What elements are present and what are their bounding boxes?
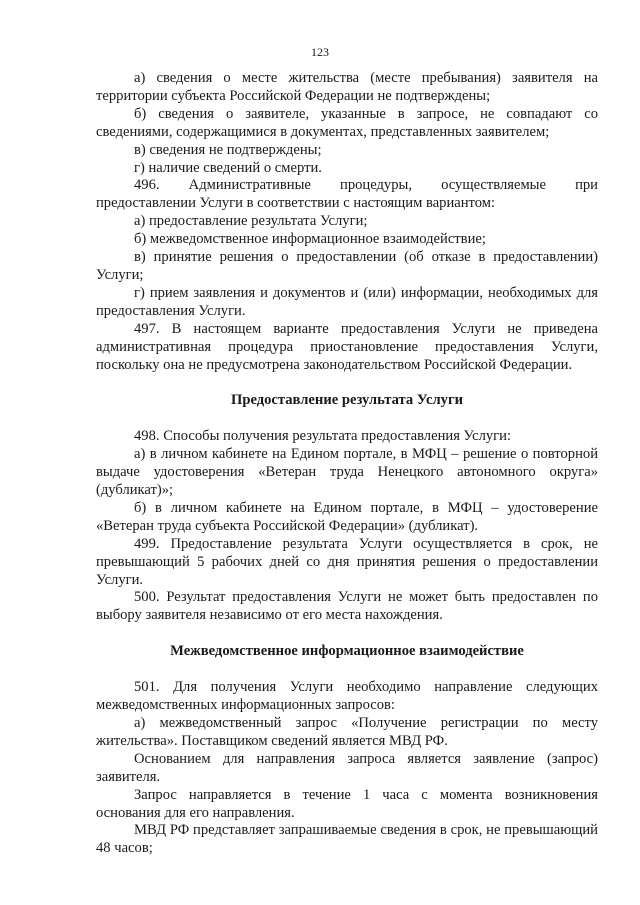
paragraph: а) предоставление результата Услуги; bbox=[134, 213, 368, 230]
document-body bbox=[96, 70, 598, 858]
paragraph: б) межведомственное информационное взаимодействие; bbox=[134, 231, 486, 248]
paragraph: г) прием заявления и документов и (или) информации, необходимых для предоставления Услуги. bbox=[96, 284, 598, 319]
paragraph: 498. Способы получения результата предоставления Услуги: bbox=[134, 428, 512, 445]
paragraph: Основанием для направления запроса является заявление (запрос) заявителя. bbox=[96, 750, 598, 785]
paragraph: 497. В настоящем варианте предоставления Услуги не приведена административная процедура приостановление предоставления Услуги, поскольку она не предусмотрена законодательством Российской Федерации. bbox=[96, 320, 598, 373]
paragraph: 500. Результат предоставления Услуги не может быть предоставлен по выбору заявителя независимо от его места нахождения. bbox=[96, 589, 598, 624]
paragraph: б) в личном кабинете на Едином портале, в МФЦ – удостоверение «Ветеран труда субъекта Российской Федерации» (дубликат). bbox=[96, 499, 598, 534]
paragraph: а) в личном кабинете на Едином портале, в МФЦ – решение о повторной выдаче удостоверения «Ветеран труда Ненецкого автономного округа» (дубликат)»; bbox=[96, 446, 598, 499]
paragraph: в) принятие решения о предоставлении (об отказе в предоставлении) Услуги; bbox=[96, 249, 598, 283]
paragraph: 499. Предоставление результата Услуги осуществляется в срок, не превышающий 5 рабочих дней со дня принятия решения о предоставлении Услуги. bbox=[96, 535, 598, 588]
page-number: 123 bbox=[311, 45, 329, 59]
paragraph: а) межведомственный запрос «Получение регистрации по месту жительства». Поставщиком сведений является МВД РФ. bbox=[96, 715, 598, 749]
paragraph: Запрос направляется в течение 1 часа с момента возникновения основания для его направления. bbox=[96, 786, 598, 821]
paragraph: 496. Административные процедуры, осуществляемые при предоставлении Услуги в соответствии с настоящим вариантом: bbox=[96, 177, 598, 212]
paragraph: г) наличие сведений о смерти. bbox=[134, 159, 322, 176]
paragraph: 501. Для получения Услуги необходимо направление следующих межведомственных информационных запросов: bbox=[96, 679, 598, 714]
paragraph: МВД РФ представляет запрашиваемые сведения в срок, не превышающий 48 часов; bbox=[96, 822, 598, 857]
section-heading-result: Предоставление результата Услуги bbox=[231, 392, 463, 409]
paragraph: б) сведения о заявителе, указанные в запросе, не совпадают со сведениями, содержащимися в документах, представленных заявителем; bbox=[96, 105, 598, 140]
section-heading-interagency: Межведомственное информационное взаимодействие bbox=[170, 643, 524, 660]
paragraph: в) сведения не подтверждены; bbox=[134, 141, 322, 158]
paragraph: а) сведения о месте жительства (месте пребывания) заявителя на территории субъекта Российской Федерации не подтверждены; bbox=[96, 70, 598, 104]
